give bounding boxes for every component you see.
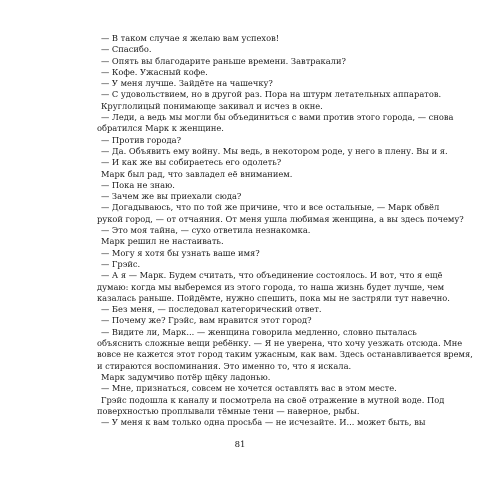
text-line: — Догадываюсь, что по той же причине, что и все остальные, — Марк обвёл xyxy=(101,202,440,213)
text-line: — Пока не знаю. xyxy=(101,179,175,190)
text-line: — И как же вы собираетесь его одолеть? xyxy=(101,157,282,168)
text-line: Марк решил не настаивать. xyxy=(101,236,224,247)
text-line: поверхностью проплывали тёмные тени — наверное, рыбы. xyxy=(97,405,360,416)
text-line: — Это моя тайна, — сухо ответила незнакомка. xyxy=(101,225,311,236)
text-line: — Кофе. Ужасный кофе. xyxy=(101,66,208,77)
text-line: рукой город, — от отчаяния. От меня ушла любимая женщина, а вы здесь почему? xyxy=(97,213,464,224)
text-line: думаю: когда мы выберемся из этого города, то наша жизнь будет лучше, чем xyxy=(97,281,445,292)
text-line: — Леди, а ведь мы могли бы объединиться с вами против этого города, — снова xyxy=(101,112,454,123)
text-line: объяснить сложные вещи ребёнку. — Я не уверена, что хочу уезжать отсюда. Мне xyxy=(97,338,463,349)
text-line: — Могу я хотя бы узнать ваше имя? xyxy=(101,247,260,258)
text-line: вовсе не кажется этот город таким ужасным, как вам. Здесь останавливается время, xyxy=(97,349,473,360)
text-line: казалась раньше. Пойдёмте, нужно спешить, пока мы не застряли тут навечно. xyxy=(97,292,450,303)
text-line: Круглолицый понимающе закивал и исчез в окне. xyxy=(101,100,323,111)
text-line: Марк был рад, что завладел её вниманием. xyxy=(101,168,293,179)
text-line: — Зачем же вы приехали сюда? xyxy=(101,191,242,202)
text-line: — Без меня, — последовал категорический ответ. xyxy=(101,304,322,315)
text-line: обратился Марк к женщине. xyxy=(97,123,224,134)
text-line: — Против города? xyxy=(101,134,182,145)
page-number: 81 xyxy=(234,440,246,450)
text-line: — С удовольствием, но в другой раз. Пора на штурм летательных аппаратов. xyxy=(101,89,442,100)
text-line: — У меня лучше. Зайдёте на чашечку? xyxy=(101,78,273,89)
text-line: — В таком случае я желаю вам успехов! xyxy=(101,33,280,43)
text-line: Грэйс подошла к каналу и посмотрела на своё отражение в мутной воде. Под xyxy=(101,394,445,405)
text-line: — У меня к вам только одна просьба — не исчезайте. И... может быть, вы xyxy=(101,417,426,428)
text-line: — Опять вы благодарите раньше времени. Завтракали? xyxy=(101,55,346,66)
text-line: — Почему же? Грэйс, вам нравится этот город? xyxy=(101,315,312,326)
text-line: Марк задумчиво потёр щёку ладонью. xyxy=(101,371,271,382)
text-line: — Да. Объявить ему войну. Мы ведь, в некотором роде, у него в плену. Вы и я. xyxy=(101,145,448,156)
text-line: — Спасибо. xyxy=(101,44,152,55)
text-line: — Видите ли, Марк... — женщина говорила медленно, словно пыталась xyxy=(101,326,417,337)
text-line: — А я — Марк. Будем считать, что объединение состоялось. И вот, что я ещё xyxy=(101,270,443,281)
text-line: — Мне, признаться, совсем не хочется оставлять вас в этом месте. xyxy=(101,383,397,394)
text-line: — Грэйс. xyxy=(101,258,141,269)
page-text xyxy=(97,33,473,428)
text-line: и стираются воспоминания. Это именно то, что я искала. xyxy=(97,360,352,371)
